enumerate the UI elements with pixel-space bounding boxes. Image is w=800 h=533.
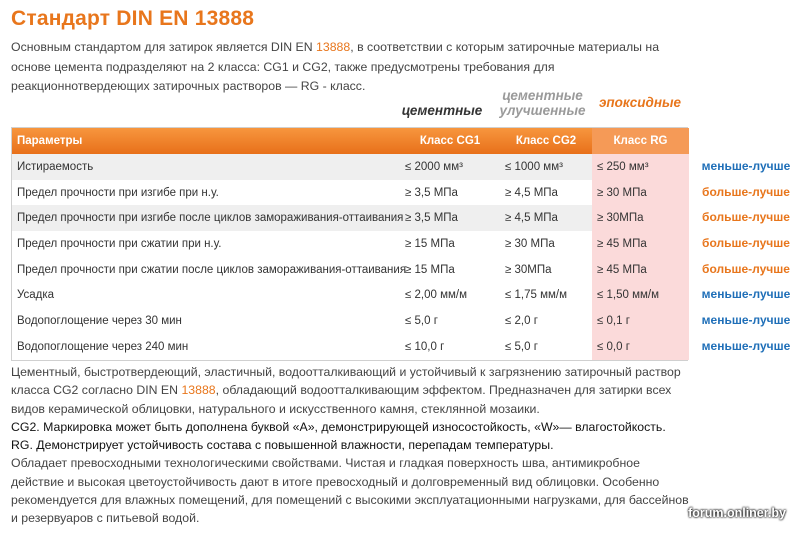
intro-paragraph: Основным стандартом для затирок является DIN EN 13888, в соответствии с которым затирочные материалы на основе цемента подразделяют на 2 класса: CG1 и CG2, также предусмотрены требования для реакционнотвердеющих затирочных растворов — RG - класс. [11, 40, 660, 93]
table-row [12, 257, 687, 283]
cg2-value: ≤ 5,0 г [505, 340, 538, 353]
rg-value: ≤ 1,50 мм/м [592, 282, 689, 308]
description-text [11, 363, 691, 528]
cg1-value: ≥ 15 МПа [405, 237, 455, 250]
cg2-value: ≥ 30МПа [505, 263, 552, 276]
cg1-value: ≤ 5,0 г [405, 314, 438, 327]
param-name: Водопоглощение через 30 мин [17, 314, 182, 327]
cg1-value: ≤ 2000 мм³ [405, 160, 463, 173]
standard-link[interactable]: 13888 [316, 40, 351, 54]
table-row [12, 334, 687, 360]
rg-value: ≤ 250 мм³ [592, 154, 689, 180]
watermark: forum.onliner.by [688, 506, 786, 520]
rg-value: ≥ 30 МПа [592, 180, 689, 206]
param-name: Предел прочности при изгибе при н.у. [17, 186, 219, 199]
table-row [12, 154, 687, 180]
cg2-value: ≥ 4,5 МПа [505, 212, 558, 225]
cg2-value: ≤ 1000 мм³ [505, 160, 563, 173]
param-name: Водопоглощение через 240 мин [17, 340, 189, 353]
cg1-value: ≤ 2,00 мм/м [405, 289, 467, 302]
table-row [12, 205, 687, 231]
table-row [12, 308, 687, 334]
rg-value: ≤ 0,1 г [592, 308, 689, 334]
cg2-value: ≥ 30 МПа [505, 237, 555, 250]
table-row [12, 231, 687, 257]
paragraph-rg: RG. Демонстрирует устойчивость состава с повышенной влажности, перепадам температуры. [11, 438, 554, 453]
paragraph-cg2-marking: CG2. Маркировка может быть дополнена буквой «А», демонстрирующей износостойкость, «W»— влагостойкость. [11, 419, 666, 434]
category-improved-label: цементные улучшенные [499, 88, 586, 118]
note-less-better: меньше-лучше [701, 338, 791, 353]
cg1-value: ≤ 10,0 г [405, 340, 445, 353]
header-rg: Класс RG [592, 128, 689, 154]
cg1-value: ≥ 3,5 МПа [405, 212, 458, 225]
rg-value: ≥ 45 МПа [592, 257, 689, 283]
cg1-value: ≥ 3,5 МПа [405, 186, 458, 199]
paragraph-cg2-description: Цементный, быстротвердеющий, эластичный, водоотталкивающий и устойчивый к загрязнению затирочный раствор класса CG2 согласно DIN EN 13888, обладающий водоотталкивающим эффектом. Предназначен для затирки всех видов керамической облицовки, натурального и искусственного камня, стеклянной мозаики. [11, 365, 681, 416]
cg2-value: ≤ 2,0 г [505, 314, 538, 327]
note-more-better: больше-лучше [702, 261, 790, 276]
note-less-better: меньше-лучше [701, 312, 791, 327]
header-parameters: Параметры [17, 135, 83, 147]
page-title: Стандарт DIN EN 13888 [11, 7, 255, 30]
standard-link[interactable]: 13888 [181, 383, 216, 398]
param-name: Усадка [17, 289, 55, 302]
rg-value: ≤ 0,0 г [592, 334, 689, 360]
standards-table [11, 127, 688, 361]
cg2-value: ≤ 1,75 мм/м [505, 289, 567, 302]
rg-value: ≥ 30МПа [592, 205, 689, 231]
note-more-better: больше-лучше [702, 210, 790, 225]
table-row [12, 282, 687, 308]
cg1-value: ≥ 15 МПа [405, 263, 455, 276]
param-name: Предел прочности при сжатии после циклов замораживания-оттаивания [17, 263, 407, 276]
note-less-better: меньше-лучше [701, 158, 791, 173]
paragraph-properties: Обладает превосходными технологическими свойствами. Чистая и гладкая поверхность шва, антимикробное действие и высокая цветоустойчивость дают в итоге превосходный и долговременный вид облицовки. Особенно рекомендуется для влажных помещений, для помещений с высокими эксплуатационными нагрузками, для бассейнов и резервуаров с питьевой водой. [11, 456, 689, 526]
note-more-better: больше-лучше [702, 235, 790, 250]
category-epoxy-label: эпоксидные [598, 95, 682, 110]
category-cement-label: цементные [401, 103, 483, 118]
note-less-better: меньше-лучше [701, 287, 791, 302]
comparison-notes [692, 153, 800, 359]
header-cg1: Класс CG1 [419, 135, 481, 147]
table-header [12, 128, 687, 154]
header-cg2: Класс CG2 [515, 135, 577, 147]
cg2-value: ≥ 4,5 МПа [505, 186, 558, 199]
table-row [12, 180, 687, 206]
rg-value: ≥ 45 МПа [592, 231, 689, 257]
param-name: Истираемость [17, 160, 94, 173]
note-more-better: больше-лучше [702, 184, 790, 199]
param-name: Предел прочности при сжатии при н.у. [17, 237, 222, 250]
param-name: Предел прочности при изгибе после циклов замораживания-оттаивания [17, 212, 404, 225]
